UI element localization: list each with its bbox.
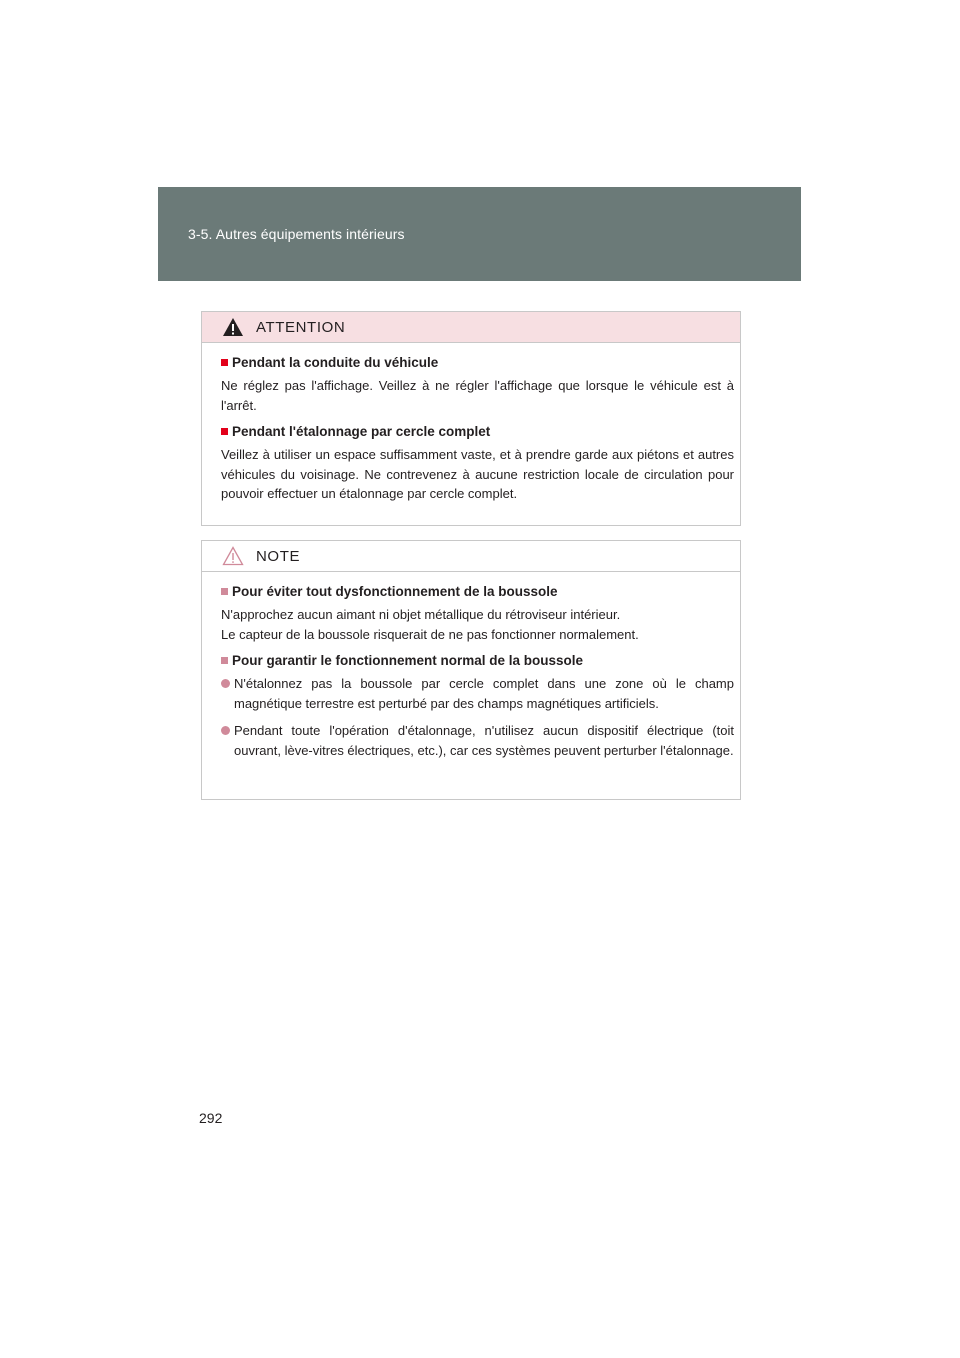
- square-bullet-icon: [221, 657, 228, 664]
- note-title: NOTE: [256, 548, 301, 565]
- attention-box: [201, 311, 741, 526]
- attention-item-text: Veillez à utiliser un espace suffisamment vaste, et à prendre garde aux piétons et autres véhicules du voisinage. Ne contrevenez à aucune restriction locale de circulation pour pouvoir effectuer un étalonnage par cercle complet.: [221, 447, 734, 501]
- attention-header: [202, 312, 740, 343]
- list-item: N'étalonnez pas la boussole par cercle complet dans une zone où le champ magnétique terrestre est perturbé par des champs magnétiques artificiels.: [221, 674, 734, 713]
- note-body: [202, 572, 740, 760]
- attention-item-text: Ne réglez pas l'affichage. Veillez à ne régler l'affichage que lorsque le véhicule est à l'arrêt.: [221, 378, 734, 413]
- attention-item-title: Pendant la conduite du véhicule: [221, 355, 734, 370]
- round-bullet-icon: [221, 679, 230, 688]
- attention-item-title: Pendant l'étalonnage par cercle complet: [221, 424, 734, 439]
- page-number: 292: [199, 1110, 223, 1126]
- list-item: Pendant toute l'opération d'étalonnage, n'utilisez aucun dispositif électrique (toit ouvrant, lève-vitres électriques, etc.), car ces systèmes peuvent perturber l'étalonnage.: [221, 721, 734, 760]
- note-item-title: Pour éviter tout dysfonctionnement de la boussole: [221, 584, 734, 599]
- section-title: 3-5. Autres équipements intérieurs: [188, 226, 405, 242]
- square-bullet-icon: [221, 359, 228, 366]
- caution-outline-icon: [222, 546, 244, 566]
- attention-body: [202, 343, 740, 504]
- note-header: [202, 541, 740, 572]
- attention-title: ATTENTION: [256, 319, 346, 336]
- section-header: [158, 187, 801, 281]
- note-item-title: Pour garantir le fonctionnement normal de la boussole: [221, 653, 734, 668]
- warning-icon: [222, 317, 244, 337]
- square-bullet-icon: [221, 588, 228, 595]
- round-bullet-icon: [221, 726, 230, 735]
- square-bullet-icon: [221, 428, 228, 435]
- note-box: [201, 540, 741, 800]
- note-item-text: N'approchez aucun aimant ni objet métallique du rétroviseur intérieur. Le capteur de la boussole risquerait de ne pas fonctionner normalement.: [221, 607, 639, 642]
